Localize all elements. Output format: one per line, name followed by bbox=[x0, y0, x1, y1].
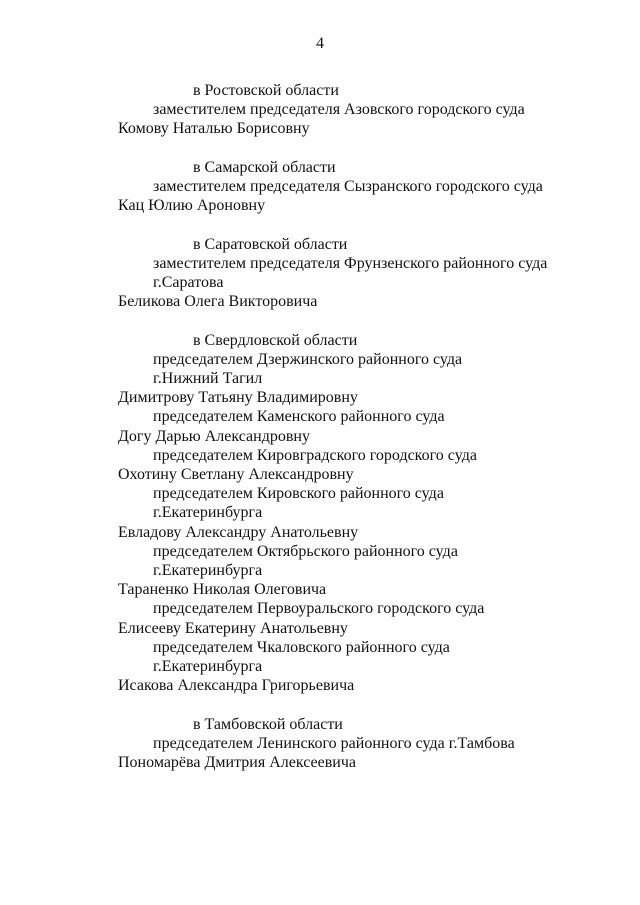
appointment-position: председателем Ленинского районного суда г.Тамбова bbox=[153, 734, 515, 752]
appointment-position: заместителем председателя Азовского городского суда bbox=[153, 101, 525, 119]
appointment-position: председателем Октябрьского районного суда bbox=[153, 542, 458, 560]
appointee-name: Димитрову Татьяну Владимировну bbox=[118, 389, 358, 407]
region-heading: в Ростовской области bbox=[193, 82, 339, 99]
appointment-entry bbox=[0, 599, 640, 637]
appointment-position: председателем Кировского районного суда bbox=[153, 485, 444, 503]
appointment-entry bbox=[0, 407, 640, 445]
appointment-position: председателем Первоуральского городского суда bbox=[153, 600, 485, 618]
appointment-position: заместителем председателя Фрунзенского районного суда bbox=[153, 254, 548, 272]
appointment-entry bbox=[0, 350, 640, 408]
section-spacer bbox=[0, 695, 640, 714]
region-section bbox=[0, 235, 640, 312]
page-number: 4 bbox=[316, 35, 324, 52]
appointment-entry bbox=[0, 484, 640, 542]
appointment-entry bbox=[0, 177, 640, 215]
region-section bbox=[0, 158, 640, 216]
appointment-position: председателем Чкаловского районного суда bbox=[153, 638, 450, 656]
appointee-name: Пономарёва Дмитрия Алексеевича bbox=[118, 754, 356, 772]
appointee-name: Евладову Александру Анатольевну bbox=[118, 523, 359, 541]
appointee-name: Догу Дарью Александровну bbox=[118, 427, 310, 445]
section-spacer bbox=[0, 215, 640, 234]
appointee-name: Исакова Александра Григорьевича bbox=[118, 677, 355, 695]
appointment-entry bbox=[0, 100, 640, 138]
appointee-name: Тараненко Николая Олеговича bbox=[118, 581, 327, 599]
appointment-position: председателем Каменского районного суда bbox=[153, 408, 445, 426]
appointment-position: г.Екатеринбурга bbox=[153, 658, 263, 676]
appointment-position: г.Екатеринбурга bbox=[153, 562, 263, 580]
appointment-position: заместителем председателя Сызранского городского суда bbox=[153, 178, 543, 195]
region-section bbox=[0, 81, 640, 139]
appointee-name: Кац Юлию Ароновну bbox=[118, 197, 266, 215]
appointment-position: председателем Кировградского городского суда bbox=[153, 446, 477, 464]
appointment-entry bbox=[0, 734, 640, 772]
appointment-position: председателем Дзержинского районного суда bbox=[153, 350, 463, 368]
appointment-entry bbox=[0, 446, 640, 484]
region-heading: в Тамбовской области bbox=[193, 715, 343, 733]
appointment-position: г.Екатеринбурга bbox=[153, 504, 263, 522]
region-section bbox=[0, 715, 640, 773]
section-spacer bbox=[0, 139, 640, 158]
appointment-entry bbox=[0, 638, 640, 696]
appointee-name: Охотину Светлану Александровну bbox=[118, 466, 354, 484]
appointment-entry bbox=[0, 542, 640, 600]
document-body bbox=[0, 81, 640, 772]
region-heading: в Самарской области bbox=[193, 158, 336, 176]
appointee-name: Беликова Олега Викторовича bbox=[118, 293, 318, 311]
section-spacer bbox=[0, 311, 640, 330]
appointment-position: г.Нижний Тагил bbox=[153, 370, 263, 387]
appointment-entry bbox=[0, 254, 640, 312]
appointee-name: Елисееву Екатерину Анатольевну bbox=[118, 619, 348, 637]
appointee-name: Комову Наталью Борисовну bbox=[118, 120, 310, 138]
region-heading: в Саратовской области bbox=[193, 235, 348, 253]
region-section bbox=[0, 331, 640, 696]
appointment-position: г.Саратова bbox=[153, 274, 224, 291]
region-heading: в Свердловской области bbox=[193, 331, 358, 349]
